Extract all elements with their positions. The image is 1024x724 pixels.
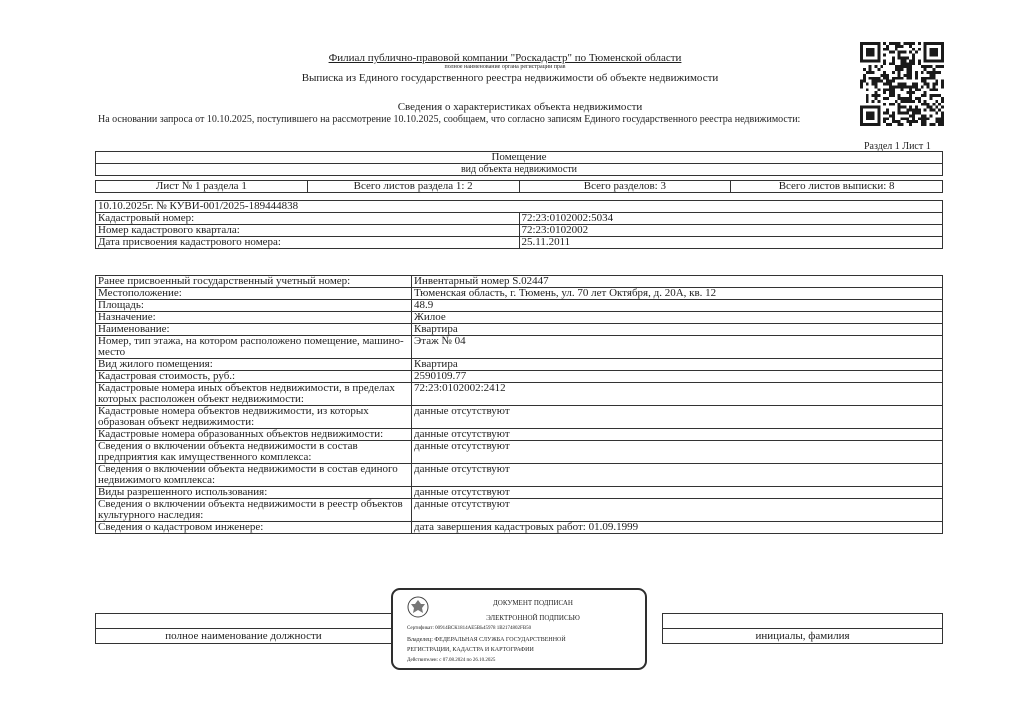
table-row — [96, 312, 943, 324]
row-label: Наименование: — [96, 324, 412, 336]
table-row — [96, 522, 943, 534]
row-label: Вид жилого помещения: — [96, 359, 412, 371]
row-label: Назначение: — [96, 312, 412, 324]
stamp-owner-1: Владелец: ФЕДЕРАЛЬНАЯ СЛУЖБА ГОСУДАРСТВЕННОЙ — [407, 637, 566, 643]
table-row — [96, 359, 943, 371]
table-row — [96, 371, 943, 383]
row-label: Площадь: — [96, 300, 412, 312]
row-value: данные отсутствуют — [412, 499, 943, 522]
row-label: Сведения о включении объекта недвижимости в реестр объектов культурного наследия: — [96, 499, 412, 522]
sheet-label: Раздел 1 Лист 1 — [864, 141, 931, 152]
row-value: данные отсутствуют — [412, 487, 943, 499]
row-value: Жилое — [412, 312, 943, 324]
row-value: 72:23:0102002:5034 — [519, 213, 943, 225]
table-row — [96, 324, 943, 336]
row-value: 48.9 — [412, 300, 943, 312]
table-row — [96, 225, 943, 237]
sheet-number: Лист № 1 раздела 1 — [96, 181, 308, 193]
row-label: Кадастровые номера объектов недвижимости, из которых образован объект недвижимости: — [96, 406, 412, 429]
total-sheets-section: Всего листов раздела 1: 2 — [307, 181, 519, 193]
signature-stamp — [391, 588, 647, 670]
table-row — [96, 429, 943, 441]
stamp-validity: Действителен: с 07.08.2024 по 26.10.2025 — [407, 658, 496, 663]
table-row — [96, 213, 943, 225]
table-row — [96, 464, 943, 487]
name-caption: инициалы, фамилия — [663, 629, 943, 644]
total-sheets-extract: Всего листов выписки: 8 — [731, 181, 943, 193]
row-label: Кадастровые номера образованных объектов недвижимости: — [96, 429, 412, 441]
row-label: Сведения о включении объекта недвижимости в состав единого недвижимого комплекса: — [96, 464, 412, 487]
table-row — [96, 300, 943, 312]
table-row — [96, 288, 943, 300]
table-row — [96, 487, 943, 499]
row-value: Тюменская область, г. Тюмень, ул. 70 лет Октября, д. 20А, кв. 12 — [412, 288, 943, 300]
row-label: Кадастровые номера иных объектов недвижимости, в пределах которых расположен объект недвижимости: — [96, 383, 412, 406]
row-label: Кадастровая стоимость, руб.: — [96, 371, 412, 383]
row-value: данные отсутствуют — [412, 441, 943, 464]
row-label: Номер кадастрового квартала: — [96, 225, 520, 237]
table-row — [96, 237, 943, 249]
row-label: Местоположение: — [96, 288, 412, 300]
object-kind-caption: вид объекта недвижимости — [96, 164, 943, 176]
table-row — [96, 406, 943, 429]
row-value: Квартира — [412, 359, 943, 371]
object-name: Помещение — [96, 152, 943, 164]
branch-name: Филиал публично-правовой компании "Роскадастр" по Тюменской области — [328, 52, 682, 64]
table-row — [96, 276, 943, 288]
section-title: Сведения о характеристиках объекта недвижимости — [397, 101, 643, 113]
row-label: Ранее присвоенный государственный учетный номер: — [96, 276, 412, 288]
row-label: Дата присвоения кадастрового номера: — [96, 237, 520, 249]
row-value: Инвентарный номер S.02447 — [412, 276, 943, 288]
basis-text: На основании запроса от 10.10.2025, поступившего на рассмотрение 10.10.2025, сообщаем, что согласно записям Единого государственного реестра недвижимости: — [98, 114, 801, 125]
emblem-icon — [407, 596, 429, 618]
row-value: Этаж № 04 — [412, 336, 943, 359]
row-label: Номер, тип этажа, на котором расположено помещение, машино-место — [96, 336, 412, 359]
row-value: 2590109.77 — [412, 371, 943, 383]
table-row — [96, 441, 943, 464]
row-value: 25.11.2011 — [519, 237, 943, 249]
table-row — [96, 383, 943, 406]
object-header-table — [95, 151, 943, 193]
row-label: Сведения о кадастровом инженере: — [96, 522, 412, 534]
qr-code-icon — [860, 42, 944, 126]
details-table — [95, 275, 943, 534]
total-sections: Всего разделов: 3 — [519, 181, 731, 193]
row-value: 72:23:0102002:2412 — [412, 383, 943, 406]
row-label: Кадастровый номер: — [96, 213, 520, 225]
stamp-line1: ДОКУМЕНТ ПОДПИСАН — [493, 599, 573, 607]
extract-id: 10.10.2025г. № КУВИ-001/2025-189444838 — [96, 201, 943, 213]
stamp-line2: ЭЛЕКТРОННОЙ ПОДПИСЬЮ — [486, 614, 580, 622]
row-value: данные отсутствуют — [412, 429, 943, 441]
table-row — [96, 336, 943, 359]
basic-info-table — [95, 200, 943, 249]
branch-caption: полное наименование органа регистрации прав — [444, 64, 566, 70]
row-label: Виды разрешенного использования: — [96, 487, 412, 499]
row-value: Квартира — [412, 324, 943, 336]
row-value: 72:23:0102002 — [519, 225, 943, 237]
extract-title: Выписка из Единого государственного реестра недвижимости об объекте недвижимости — [301, 72, 719, 84]
stamp-owner-2: РЕГИСТРАЦИИ, КАДАСТРА И КАРТОГРАФИИ — [407, 647, 534, 653]
row-value: данные отсутствуют — [412, 464, 943, 487]
table-row — [96, 499, 943, 522]
position-caption: полное наименование должности — [96, 629, 392, 644]
row-label: Сведения о включении объекта недвижимости в состав предприятия как имущественного комплекса: — [96, 441, 412, 464]
row-value: данные отсутствуют — [412, 406, 943, 429]
row-value: дата завершения кадастровых работ: 01.09.1999 — [412, 522, 943, 534]
stamp-certificate: Сертификат: 00914BСК1814АЕ5ВЬ45978 1В2174802FB50 — [407, 626, 532, 631]
